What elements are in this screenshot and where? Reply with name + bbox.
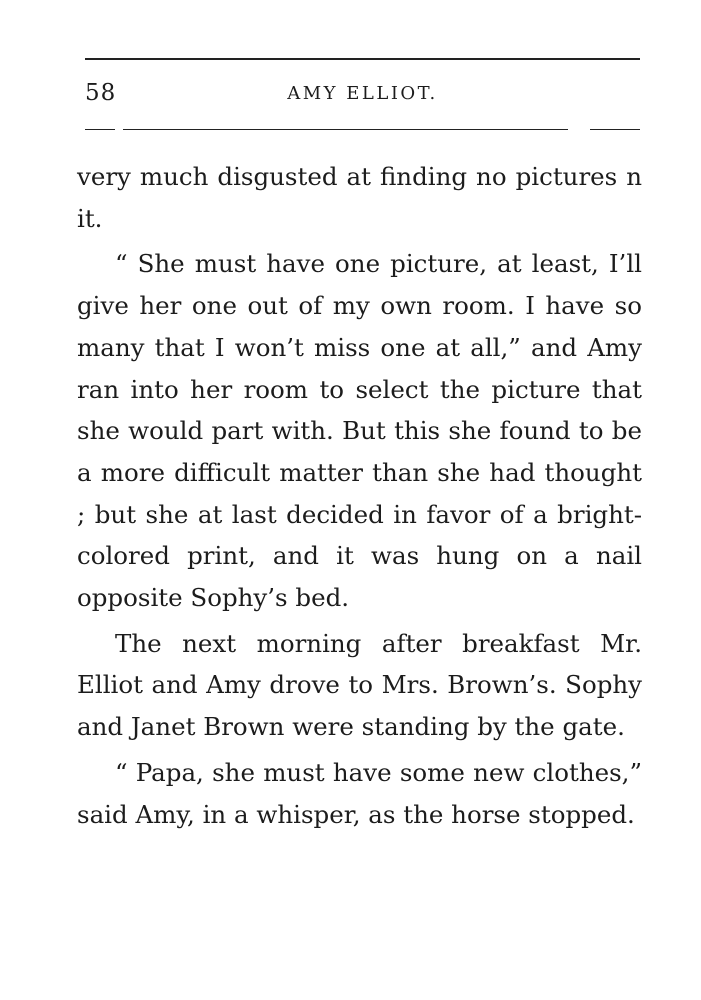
header-rule-bottom xyxy=(85,129,640,130)
paragraph-continued: very much disgusted at finding no pictures n it. xyxy=(77,162,642,233)
paragraph: “ Papa, she must have some new clothes,” said Amy, in a whisper, as the horse stopped. xyxy=(77,757,642,829)
header-rule-top xyxy=(85,58,640,60)
page-header xyxy=(85,80,640,112)
page-body xyxy=(77,156,642,835)
running-title: AMY ELLIOT. xyxy=(287,83,438,104)
paragraph: The next morning after breakfast Mr. Elliot and Amy drove to Mrs. Brown’s. Sophy and Janet Brown were standing by the gate. xyxy=(77,628,642,742)
paragraph: “ She must have one picture, at least, I’ll give her one out of my own room. I have so many that I won’t miss one at all,” and Amy ran into her room to select the picture that she would part with. But this she found to be a more difficult matter than she had thought ; but she at last decided in favor of a bright-colored print, and it was hung on a nail opposite Sophy’s bed. xyxy=(77,249,642,613)
page-number: 58 xyxy=(85,80,117,106)
